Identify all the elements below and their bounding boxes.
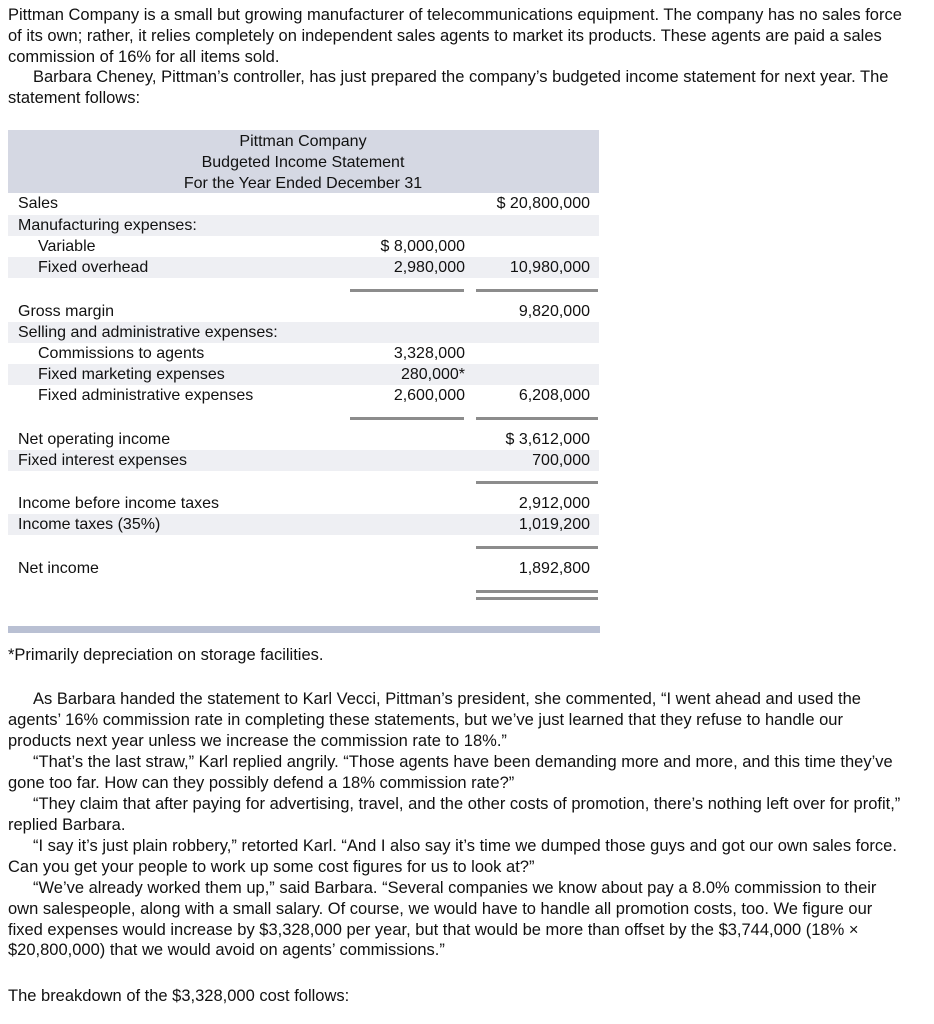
total-rule bbox=[476, 417, 598, 420]
row-label: Income taxes (35%) bbox=[18, 516, 161, 533]
row-label: Fixed overhead bbox=[38, 259, 149, 276]
total-rule bbox=[476, 481, 598, 484]
row-total: 9,820,000 bbox=[518, 303, 590, 320]
row-fixed-overhead bbox=[8, 257, 599, 278]
double-rule-bottom bbox=[476, 597, 598, 600]
row-net-income bbox=[8, 558, 599, 579]
row-amount: $ 8,000,000 bbox=[380, 238, 465, 255]
statement-company: Pittman Company bbox=[239, 133, 367, 150]
statement-title: Budgeted Income Statement bbox=[201, 154, 405, 171]
row-variable bbox=[8, 236, 599, 257]
row-sales bbox=[8, 193, 599, 214]
row-total: 1,019,200 bbox=[518, 516, 590, 533]
row-amount: 2,980,000 bbox=[393, 259, 465, 276]
row-label: Gross margin bbox=[18, 303, 115, 320]
story-paragraph-4: “I say it’s just plain robbery,” retorted Karl. “And I also say it’s time we dumped those guys and got our own sales force. Can you get your people to work up some cost figures for us to look at?” bbox=[8, 837, 897, 876]
story-paragraph-6: The breakdown of the $3,328,000 cost follows: bbox=[8, 987, 350, 1005]
row-amount: 2,600,000 bbox=[393, 387, 465, 404]
row-total: 1,892,800 bbox=[518, 560, 590, 577]
row-total: 2,912,000 bbox=[518, 495, 590, 512]
row-label: Commissions to agents bbox=[38, 345, 205, 362]
row-label: Variable bbox=[38, 238, 96, 255]
row-gross-margin bbox=[8, 301, 599, 322]
row-fixed-administrative bbox=[8, 385, 599, 406]
row-total: 6,208,000 bbox=[518, 387, 590, 404]
row-label: Selling and administrative expenses: bbox=[18, 324, 278, 341]
story-paragraph-5: “We’ve already worked them up,” said Barbara. “Several companies we know about pay a 8.0% commission to their own salespeople, along with a small salary. Of course, we would have to handle all promotion costs, too. We figure our fixed expenses would increase by $3,328,000 per year, but that would be more than offset by the $3,744,000 (18% × $20,800,000) that we would avoid on agents’ commissions.” bbox=[8, 879, 877, 960]
row-selling-admin-expenses bbox=[8, 322, 599, 343]
subtotal-rule bbox=[350, 289, 464, 292]
footnote: *Primarily depreciation on storage facilities. bbox=[8, 646, 324, 664]
row-fixed-interest bbox=[8, 450, 599, 471]
statement-header bbox=[8, 130, 599, 193]
row-income-before-taxes bbox=[8, 493, 599, 514]
row-label: Fixed administrative expenses bbox=[38, 387, 254, 404]
total-rule bbox=[476, 289, 598, 292]
row-label: Manufacturing expenses: bbox=[18, 217, 197, 234]
intro-paragraph-2: Barbara Cheney, Pittman’s controller, has just prepared the company’s budgeted income statement for next year. The statement follows: bbox=[8, 68, 889, 107]
row-fixed-marketing bbox=[8, 364, 599, 385]
row-label: Income before income taxes bbox=[18, 495, 219, 512]
row-label: Net operating income bbox=[18, 431, 171, 448]
statement-footer-bar bbox=[8, 626, 600, 633]
total-rule bbox=[476, 546, 598, 549]
row-net-operating-income bbox=[8, 429, 599, 450]
statement-period: For the Year Ended December 31 bbox=[183, 175, 423, 192]
row-total: $ 20,800,000 bbox=[496, 195, 590, 212]
budgeted-income-statement bbox=[8, 130, 599, 577]
row-label: Fixed marketing expenses bbox=[38, 366, 225, 383]
row-total: 700,000 bbox=[532, 452, 590, 469]
row-income-taxes bbox=[8, 514, 599, 535]
row-amount: 280,000* bbox=[400, 366, 465, 383]
row-label: Net income bbox=[18, 560, 99, 577]
double-rule-top bbox=[476, 590, 598, 593]
intro-paragraph-1: Pittman Company is a small but growing manufacturer of telecommunications equipment. The company has no sales force of its own; rather, it relies completely on independent sales agents to market its products. These agents are paid a sales commission of 16% for all items sold. bbox=[8, 6, 902, 66]
row-manufacturing-expenses bbox=[8, 215, 599, 236]
row-amount: 3,328,000 bbox=[393, 345, 465, 362]
story-paragraph-2: “That’s the last straw,” Karl replied angrily. “Those agents have been demanding more and more, and this time they’ve gone too far. How can they possibly defend a 18% commission rate?” bbox=[8, 753, 893, 792]
row-total: $ 3,612,000 bbox=[505, 431, 590, 448]
subtotal-rule bbox=[350, 417, 464, 420]
row-label: Sales bbox=[18, 195, 59, 212]
row-total: 10,980,000 bbox=[509, 259, 590, 276]
row-commissions bbox=[8, 343, 599, 364]
story-paragraph-3: “They claim that after paying for advertising, travel, and the other costs of promotion, there’s nothing left over for profit,” replied Barbara. bbox=[8, 795, 901, 834]
row-label: Fixed interest expenses bbox=[18, 452, 187, 469]
story-paragraph-1: As Barbara handed the statement to Karl Vecci, Pittman’s president, she commented, “I went ahead and used the agents’ 16% commission rate in completing these statements, but we’ve just learned that they refuse to handle our products next year unless we increase the commission rate to 18%.” bbox=[8, 690, 861, 750]
